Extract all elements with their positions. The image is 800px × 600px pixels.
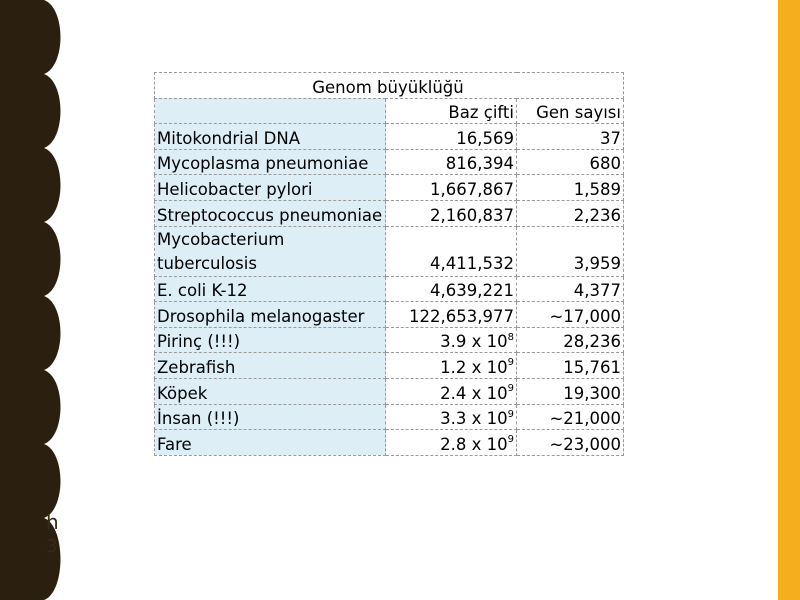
table-row [155, 124, 624, 150]
header-gene-count: Gen sayısı [517, 98, 624, 124]
table-row [155, 353, 624, 379]
base-pairs: 4,639,221 [386, 276, 517, 302]
base-pairs-exponent: 8 [507, 331, 514, 343]
base-pairs: 4,411,532 [386, 226, 517, 276]
base-pairs: 16,569 [386, 124, 517, 150]
base-pairs [386, 430, 517, 456]
organism-name: Fare [155, 430, 386, 456]
gene-count: 3,959 [517, 226, 624, 276]
gene-count: ~17,000 [517, 302, 624, 328]
base-pairs-exponent: 9 [507, 383, 514, 395]
gene-count: 2,236 [517, 200, 624, 226]
base-pairs: 2,160,837 [386, 200, 517, 226]
table-row [155, 378, 624, 404]
scalloped-edge [0, 0, 80, 600]
table-header-row [155, 98, 624, 124]
table-title-row [155, 73, 624, 99]
table-row [155, 276, 624, 302]
genome-size-table [154, 72, 624, 456]
base-pairs-exponent: 9 [507, 408, 514, 420]
gene-count: 19,300 [517, 378, 624, 404]
base-pairs-exponent: 9 [507, 434, 514, 446]
gene-count: 1,589 [517, 175, 624, 201]
header-blank-cell [155, 98, 386, 124]
gene-count: ~23,000 [517, 430, 624, 456]
organism-name: Mycoplasma pneumoniae [155, 149, 386, 175]
organism-name: İnsan (!!!) [155, 404, 386, 430]
organism-name: Helicobacter pylori [155, 175, 386, 201]
table-row [155, 200, 624, 226]
base-pairs-mantissa: 3.9 x 10 [440, 332, 508, 352]
table-row [155, 302, 624, 328]
table-row [155, 327, 624, 353]
base-pairs [386, 378, 517, 404]
organism-name: Drosophila melanogaster [155, 302, 386, 328]
base-pairs-exponent: 9 [507, 357, 514, 369]
organism-name: Mycobacterium tuberculosis [155, 226, 386, 276]
table-row [155, 404, 624, 430]
gene-count: ~21,000 [517, 404, 624, 430]
table-row [155, 149, 624, 175]
table-row [155, 175, 624, 201]
base-pairs-mantissa: 2.8 x 10 [440, 434, 508, 454]
gene-count: 4,377 [517, 276, 624, 302]
table-row [155, 226, 624, 276]
base-pairs: 122,653,977 [386, 302, 517, 328]
gene-count: 680 [517, 149, 624, 175]
table-title: Genom büyüklüğü [155, 73, 624, 99]
right-accent-band [778, 0, 800, 600]
organism-name: E. coli K-12 [155, 276, 386, 302]
base-pairs [386, 404, 517, 430]
base-pairs-mantissa: 3.3 x 10 [440, 409, 508, 429]
gene-count: 28,236 [517, 327, 624, 353]
base-pairs: 816,394 [386, 149, 517, 175]
organism-name: Mitokondrial DNA [155, 124, 386, 150]
organism-name: Pirinç (!!!) [155, 327, 386, 353]
table-row [155, 430, 624, 456]
base-pairs-mantissa: 2.4 x 10 [440, 383, 508, 403]
organism-name: Streptococcus pneumoniae [155, 200, 386, 226]
background-text-fragment: 3 [46, 536, 58, 557]
organism-name: Zebrafish [155, 353, 386, 379]
base-pairs [386, 327, 517, 353]
base-pairs: 1,667,867 [386, 175, 517, 201]
base-pairs-mantissa: 1.2 x 10 [440, 357, 508, 377]
background-text-fragment: h [46, 510, 59, 534]
gene-count: 15,761 [517, 353, 624, 379]
gene-count: 37 [517, 124, 624, 150]
base-pairs [386, 353, 517, 379]
header-base-pairs: Baz çifti [386, 98, 517, 124]
organism-name: Köpek [155, 378, 386, 404]
